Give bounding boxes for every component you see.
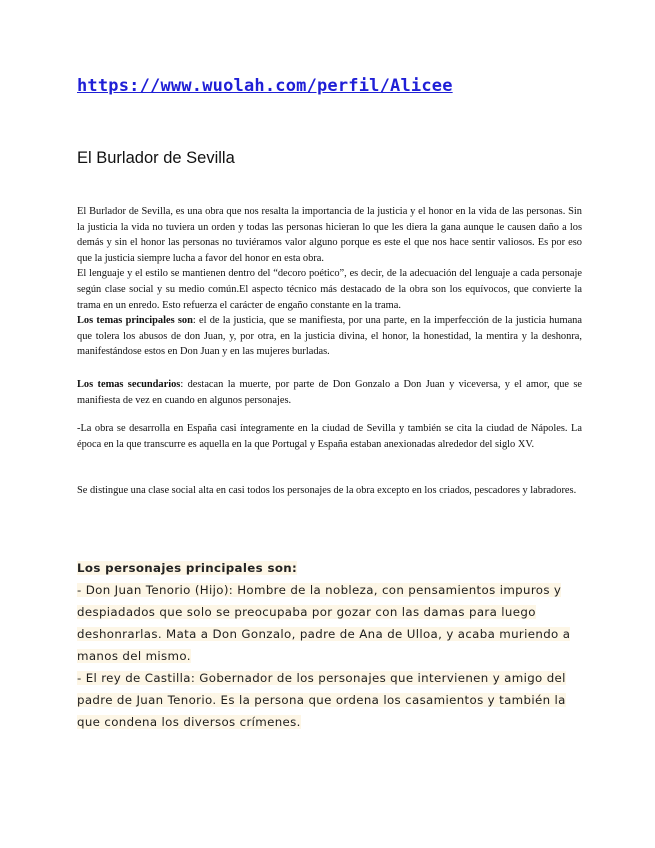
temas-principales-text: : el de la justicia, que se manifiesta, por una parte, en la imperfección de la justicia humana que tolera los abusos de don Juan, y, por otra, en la justicia divina, el honor, la honestidad, la mentira y la deshonra, manifestándose estos en Don Juan y en las mujeres burladas. [77, 315, 582, 358]
contexto-section [77, 421, 582, 452]
intro-paragraph-2: El lenguaje y el estilo se mantienen dentro del “decoro poético”, es decir, de la adecuación del lenguaje a cada personaje según clase social y su medio común.El aspecto técnico más destacado de la obra son los equívocos, que convierte la trama en un enredo. Esto refuerza el carácter de engaño constante en la trama. [77, 268, 582, 311]
document-title: El Burlador de Sevilla [77, 149, 235, 167]
clase-social-paragraph: Se distingue una clase social alta en casi todos los personajes de la obra excepto en los criados, pescadores y labradores. [77, 485, 577, 496]
profile-link[interactable]: https://www.wuolah.com/perfil/Alicee [77, 76, 453, 96]
temas-principales-label: Los temas principales son [77, 315, 193, 327]
clase-social-section [77, 483, 582, 499]
personajes-heading: Los personajes principales son: [77, 561, 298, 575]
temas-secundarios-section [77, 377, 582, 408]
personajes-section [77, 557, 582, 733]
personaje-item-don-juan: - Don Juan Tenorio (Hijo): Hombre de la nobleza, con pensamientos impuros y despiadados que solo se preocupaba por gozar con las damas para luego deshonrarlas. Mata a Don Gonzalo, padre de Ana de Ulloa, y acaba muriendo a manos del mismo. [77, 583, 571, 663]
intro-section [77, 204, 582, 360]
contexto-paragraph: -La obra se desarrolla en España casi íntegramente en la ciudad de Sevilla y también se cita la ciudad de Nápoles. La época en la que transcurre es aquella en la que Portugal y España estaban anexionadas alrededor del siglo XV. [77, 423, 582, 450]
temas-secundarios-paragraph [77, 377, 582, 408]
temas-secundarios-text: : destacan la muerte, por parte de Don Gonzalo a Don Juan y viceversa, y el amor, que se manifiesta de vez en cuando en algunos personajes. [77, 379, 582, 406]
personaje-item-rey-castilla: - El rey de Castilla: Gobernador de los personajes que intervienen y amigo del padre de Juan Tenorio. Es la persona que ordena los casamientos y también la que condena los diversos crímenes. [77, 671, 566, 729]
personaje-item-rey-block [77, 667, 582, 733]
personajes-heading-line [77, 557, 582, 579]
temas-principales-paragraph [77, 313, 582, 360]
temas-secundarios-label: Los temas secundarios [77, 379, 181, 390]
intro-paragraph-1: El Burlador de Sevilla, es una obra que nos resalta la importancia de la justicia y el honor en la vida de las personas. Sin la justicia la vida no tuviera un orden y todas las personas hicieran lo que les diera la gana aunque le causen daño a los demás y sin el honor las personas no tuviéramos valor alguno porque es este el que nos hace sentir valiosos. Es por eso que la justicia siempre lucha a favor del honor en esta obra. [77, 206, 582, 264]
personaje-item-don-juan-block [77, 579, 582, 667]
